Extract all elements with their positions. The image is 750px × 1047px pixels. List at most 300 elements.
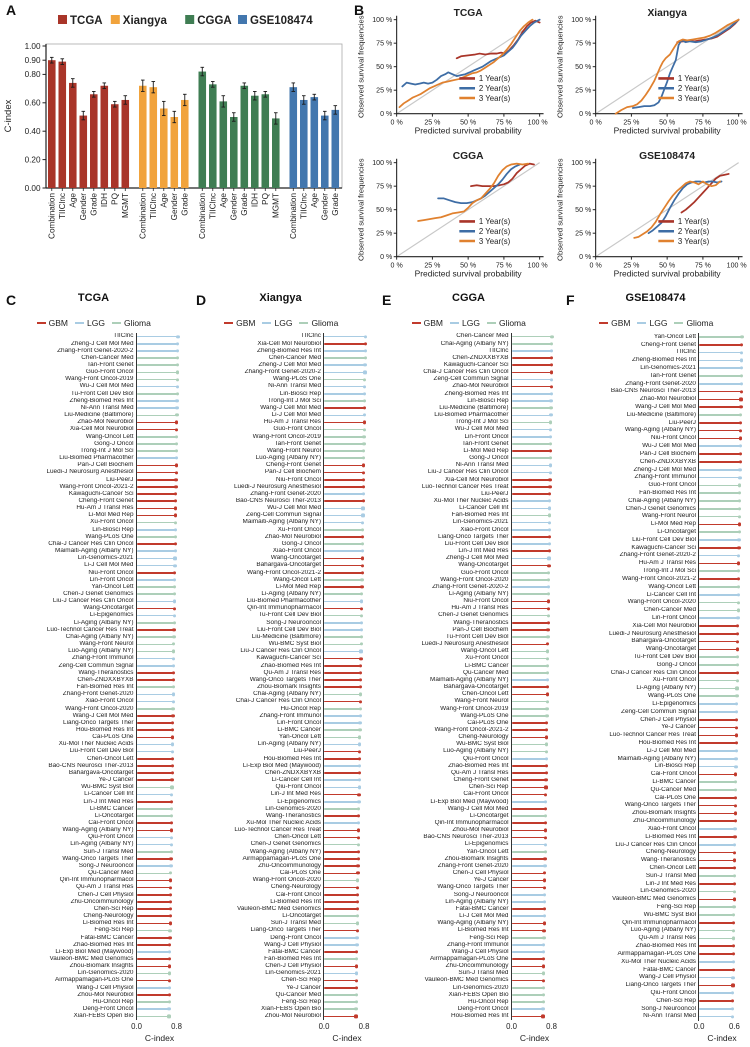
list-item	[2, 340, 183, 347]
lollipop-bar	[324, 679, 360, 681]
lollipop-bar	[699, 406, 741, 408]
y-axis-title: C-index	[3, 99, 14, 133]
bar-zone	[511, 798, 558, 805]
signature-label: Lin-Aging (Albany NY)	[70, 841, 134, 848]
lollipop-bar	[137, 407, 177, 409]
axis-spacer	[565, 1022, 700, 1032]
bar-zone	[323, 812, 370, 819]
signature-label: Chen-Oncol Lett	[461, 691, 509, 698]
lollipop-dot	[360, 643, 363, 646]
lollipop-bar	[324, 479, 363, 481]
signature-label: Feng-Sci Rep	[94, 927, 134, 934]
signature-label: Fatai-BMC Cancer	[455, 905, 509, 912]
lollipop-bar	[137, 858, 171, 860]
lollipop-bar	[324, 636, 361, 638]
lollipop-dot	[542, 950, 545, 953]
bar-zone	[136, 340, 183, 347]
lollipop-dot	[358, 736, 361, 739]
list-item	[377, 841, 558, 848]
x-axis-title: Predicted survival probability	[613, 125, 721, 136]
list-item	[565, 817, 746, 825]
lollipop-dot	[734, 788, 737, 791]
list-item	[565, 677, 746, 685]
lollipop-dot	[362, 492, 365, 495]
bar-zone	[511, 884, 558, 891]
lollipop-dot	[174, 528, 177, 531]
signature-label: Chen-J Cell Physiol	[265, 963, 321, 970]
bar-zone	[698, 349, 745, 357]
lollipop-bar	[324, 508, 363, 510]
bar-zone	[698, 981, 745, 989]
lollipop-bar	[324, 779, 359, 781]
bar-zone	[136, 383, 183, 390]
signature-label: Maimaiti-Aging (Albany NY)	[617, 755, 696, 762]
lollipop-bar	[512, 665, 548, 667]
bar-zone	[698, 708, 745, 716]
list-item	[190, 920, 371, 927]
lollipop-bar	[137, 801, 172, 803]
lollipop-dot	[168, 993, 171, 996]
list-item	[2, 397, 183, 404]
lollipop-bar	[699, 649, 737, 651]
bar-zone	[136, 519, 183, 526]
lollipop-dot	[362, 485, 365, 488]
list-item	[565, 763, 746, 771]
list-item	[2, 712, 183, 719]
signature-label: Li-Epigenomics	[464, 841, 509, 848]
list-item	[2, 591, 183, 598]
lollipop-bar	[512, 966, 544, 968]
list-item	[2, 512, 183, 519]
bar-zone	[136, 927, 183, 934]
bar-zone	[511, 662, 558, 669]
lollipop-dot	[357, 836, 360, 839]
list-item	[2, 583, 183, 590]
legend-label: 3 Year(s)	[677, 93, 710, 103]
lollipop-bar	[137, 601, 175, 603]
x-tick-label: 25 %	[424, 262, 441, 270]
bar-zone	[698, 958, 745, 966]
lollipop-bar	[137, 822, 172, 824]
lollipop-bar	[699, 992, 732, 994]
lollipop-dot	[359, 650, 362, 653]
lollipop-dot	[176, 335, 179, 338]
legend-swatch	[238, 15, 247, 24]
lollipop-dot	[739, 398, 742, 401]
signature-label: Tu-Front Cell Dev Biol	[633, 654, 696, 661]
list-item	[565, 419, 746, 427]
lollipop-bar	[699, 820, 735, 822]
legend-dash-icon	[637, 322, 646, 324]
signature-label: Qu-Am J Transl Res	[75, 884, 134, 891]
lollipop-dot	[171, 743, 174, 746]
lollipop-dot	[547, 578, 550, 581]
series-line	[681, 174, 728, 213]
lollipop-dot	[360, 621, 363, 624]
bar-zone	[323, 505, 370, 512]
bar-zone	[511, 533, 558, 540]
bar-zone	[511, 1013, 558, 1020]
bar-zone	[511, 805, 558, 812]
list-item	[2, 576, 183, 583]
signature-label: Qu-Cancer Med	[463, 669, 509, 676]
signature-rows	[2, 333, 183, 1020]
list-item	[190, 669, 371, 676]
list-item	[190, 498, 371, 505]
bar-zone	[323, 863, 370, 870]
lollipop-dot	[173, 607, 176, 610]
lollipop-bar	[324, 522, 362, 524]
signature-legend	[188, 317, 376, 329]
bar-zone	[136, 877, 183, 884]
signature-label: Sun-J Transl Med	[83, 848, 134, 855]
bar-zone	[136, 433, 183, 440]
list-item	[377, 455, 558, 462]
lollipop-dot	[546, 650, 549, 653]
y-tick-label: 50 %	[376, 64, 393, 72]
signature-label: Chen-J Genet Genomics	[438, 612, 509, 619]
signature-label: Xu-Mol Ther Nucleic Acids	[621, 958, 696, 965]
signature-panels	[0, 290, 750, 1047]
bar-zone	[136, 476, 183, 483]
lollipop-bar	[324, 944, 357, 946]
lollipop-dot	[356, 915, 359, 918]
signature-label: Li-J Cell Mol Med	[271, 412, 321, 419]
list-item	[190, 440, 371, 447]
list-item	[565, 856, 746, 864]
lollipop-bar	[699, 867, 734, 869]
bar-zone	[511, 469, 558, 476]
bar-zone	[511, 727, 558, 734]
lollipop-bar	[512, 372, 552, 374]
lollipop-bar	[512, 729, 547, 731]
legend-dash-icon	[412, 322, 421, 324]
lollipop-bar	[324, 357, 365, 359]
list-item	[565, 786, 746, 794]
lollipop-bar	[512, 901, 545, 903]
lollipop-dot	[550, 371, 553, 374]
list-item	[565, 880, 746, 888]
series-line	[402, 20, 539, 87]
signature-label: Li-Exp Biol Med (Maywood)	[242, 762, 321, 769]
list-item	[2, 362, 183, 369]
list-item	[377, 870, 558, 877]
list-item	[2, 612, 183, 619]
legend-dash-icon	[299, 322, 308, 324]
lollipop-dot	[356, 872, 359, 875]
lollipop-dot	[735, 703, 738, 706]
bar-zone	[323, 970, 370, 977]
signature-label: Li-Exp Biol Med (Maywood)	[55, 948, 134, 955]
lollipop-bar	[324, 465, 363, 467]
bar-zone	[698, 458, 745, 466]
x-tick-label: Age	[310, 193, 320, 208]
lollipop-bar	[137, 737, 173, 739]
legend-item	[37, 318, 68, 328]
list-item	[377, 820, 558, 827]
lollipop-dot	[732, 906, 735, 909]
list-item	[2, 698, 183, 705]
signature-label: Lin-Biosci Rep	[654, 763, 696, 770]
lollipop-bar	[137, 357, 178, 359]
bar-zone	[511, 641, 558, 648]
y-tick-label: 100 %	[571, 17, 592, 25]
list-item	[2, 433, 183, 440]
lollipop-dot	[358, 772, 361, 775]
bar	[150, 87, 158, 188]
signature-label: Chen-Cancer Med	[81, 354, 134, 361]
signature-label: Cai-PLoS One	[654, 794, 696, 801]
lollipop-dot	[544, 814, 547, 817]
legend-item	[637, 318, 667, 328]
x-tick-label: 100 %	[726, 119, 747, 127]
lollipop-bar	[512, 1001, 543, 1003]
list-item	[565, 505, 746, 513]
signature-label: Wang-J Cell Mol Med	[447, 805, 509, 812]
lollipop-dot	[356, 879, 359, 882]
lollipop-bar	[699, 1008, 732, 1010]
bar-zone	[511, 784, 558, 791]
signature-label: Li-BMC Cancer	[464, 662, 509, 669]
signature-label: Tu-Front Cell Dev Biol	[445, 633, 509, 640]
lollipop-bar	[512, 758, 546, 760]
legend-label: 2 Year(s)	[478, 226, 511, 236]
signature-label: Zhang-Front Immunol	[634, 474, 696, 481]
signature-label: Maimaiti-Aging (Albany NY)	[430, 676, 509, 683]
bar-zone	[698, 903, 745, 911]
signature-label: Li-BMC Cancer	[652, 779, 696, 786]
lollipop-dot	[546, 686, 549, 689]
lollipop-dot	[740, 367, 743, 370]
bar-zone	[511, 906, 558, 913]
lollipop-dot	[169, 872, 172, 875]
lollipop-bar	[137, 550, 175, 552]
bar-zone	[323, 426, 370, 433]
lollipop-dot	[738, 515, 741, 518]
signature-label: Fan-Biomed Res Int	[639, 489, 696, 496]
signature-label: Hu-Am J Transl Res	[263, 419, 321, 426]
list-item	[565, 606, 746, 614]
list-item	[565, 544, 746, 552]
bar-zone	[698, 513, 745, 521]
bar-zone	[511, 863, 558, 870]
signature-label: Tu-Front Cell Dev Biol	[70, 390, 134, 397]
lollipop-bar	[137, 558, 175, 560]
signature-label: Cai-PLoS One	[467, 719, 509, 726]
bar-zone	[511, 655, 558, 662]
x-tick-label: Combination	[47, 193, 57, 239]
signature-label: Xia-Cell Mol Neurobiol	[632, 622, 696, 629]
bar-zone	[511, 999, 558, 1006]
y-tick-label: 75 %	[376, 40, 393, 48]
signature-label: Lin-Front Oncol	[464, 433, 509, 440]
bar-zone	[511, 956, 558, 963]
bar-zone	[136, 791, 183, 798]
bar-zone	[323, 576, 370, 583]
bar-zone	[698, 856, 745, 864]
signature-label: Chai-Aging (Albany NY)	[628, 497, 696, 504]
lollipop-bar	[699, 344, 741, 346]
list-item	[377, 798, 558, 805]
signature-label: Vauleon-BMC Med Genomics	[424, 977, 509, 984]
signature-label: Guo-Front Oncol	[85, 369, 134, 376]
lollipop-dot	[176, 364, 179, 367]
lollipop-bar	[324, 758, 359, 760]
list-item	[190, 698, 371, 705]
lollipop-bar	[512, 951, 544, 953]
lollipop-bar	[512, 615, 548, 617]
bar-zone	[698, 630, 745, 638]
lollipop-bar	[512, 364, 552, 366]
legend-item	[674, 318, 713, 328]
lollipop-bar	[324, 694, 360, 696]
lollipop-bar	[512, 343, 552, 345]
list-item	[377, 677, 558, 684]
legend-label: 2 Year(s)	[478, 83, 511, 93]
signature-label: Wang-Front Oncol-2019	[440, 705, 509, 712]
list-item	[565, 536, 746, 544]
signature-label: Liu-PeerJ	[293, 748, 321, 755]
lollipop-dot	[738, 476, 741, 479]
lollipop-dot	[740, 351, 743, 354]
list-item	[2, 877, 183, 884]
legend-dash-icon	[262, 322, 271, 324]
legend-label: GBM	[236, 318, 256, 328]
list-item	[2, 784, 183, 791]
signature-label: Xu-Mol Ther Nucleic Acids	[58, 741, 134, 748]
lollipop-dot	[731, 984, 734, 987]
lollipop-bar	[699, 477, 740, 479]
axis-tick-zone	[693, 1022, 745, 1032]
lollipop-bar	[699, 563, 738, 565]
signature-label: Zeng-Cell Commun Signal	[433, 376, 509, 383]
lollipop-dot	[359, 714, 362, 717]
bar-zone	[323, 948, 370, 955]
list-item	[565, 513, 746, 521]
bar-zone	[323, 498, 370, 505]
signature-label: Vauleon-BMC Med Genomics	[236, 905, 321, 912]
lollipop-bar	[512, 601, 549, 603]
lollipop-dot	[545, 707, 548, 710]
lollipop-bar	[324, 958, 356, 960]
list-item	[2, 870, 183, 877]
signature-label: Niu-Front Oncol	[650, 435, 696, 442]
bar-zone	[698, 380, 745, 388]
lollipop-dot	[544, 836, 547, 839]
lollipop-dot	[170, 829, 173, 832]
bar-zone	[323, 598, 370, 605]
lollipop-dot	[541, 1015, 544, 1018]
lollipop-bar	[512, 865, 545, 867]
y-tick-label: 100 %	[571, 160, 592, 168]
bar-zone	[136, 390, 183, 397]
signature-label: Bahargava-Oncotarget	[631, 638, 696, 645]
legend-item	[224, 318, 255, 328]
signature-label: Hou-Biomed Res Int	[638, 739, 696, 746]
panel-d-title: Xiangya	[259, 292, 302, 304]
list-item	[565, 356, 746, 364]
lollipop-bar	[512, 994, 543, 996]
list-item	[377, 598, 558, 605]
signature-label: Bahargava-Oncotarget	[256, 562, 321, 569]
bar-zone	[511, 426, 558, 433]
signature-label: Liu-Front Cell Dev Biol	[257, 626, 321, 633]
lollipop-dot	[542, 1001, 545, 1004]
plot-title: CGGA	[452, 150, 484, 162]
bar-zone	[323, 548, 370, 555]
bar-zone	[511, 369, 558, 376]
signature-label: Wang-Aging (Albany NY)	[62, 827, 134, 834]
lollipop-bar	[512, 837, 545, 839]
list-item	[2, 820, 183, 827]
lollipop-dot	[548, 492, 551, 495]
lollipop-dot	[542, 958, 545, 961]
lollipop-bar	[137, 694, 173, 696]
signature-label: Wang-J Cell Mol Med	[260, 404, 321, 411]
list-item	[190, 841, 371, 848]
lollipop-dot	[359, 664, 362, 667]
list-item	[190, 533, 371, 540]
lollipop-dot	[361, 514, 364, 517]
bar-zone	[511, 440, 558, 447]
panel-e-letter: E	[382, 292, 392, 308]
bar-zone	[136, 419, 183, 426]
lollipop-dot	[356, 907, 359, 910]
lollipop-bar	[324, 543, 362, 545]
signature-label: TIIClnc	[675, 349, 696, 356]
list-item	[377, 834, 558, 841]
calibration-svg	[551, 147, 750, 290]
lollipop-dot	[363, 428, 366, 431]
lollipop-bar	[699, 555, 738, 557]
lollipop-bar	[137, 751, 173, 753]
signature-label: Zheng-J Cell Mol Med	[258, 362, 321, 368]
bar-zone	[698, 817, 745, 825]
signature-label: Liu-PeerJ	[481, 490, 509, 497]
lollipop-bar	[137, 915, 170, 917]
lollipop-bar	[137, 665, 174, 667]
list-item	[377, 863, 558, 870]
lollipop-bar	[137, 923, 170, 925]
lollipop-dot	[738, 499, 741, 502]
lollipop-dot	[171, 772, 174, 775]
bar-zone	[323, 648, 370, 655]
lollipop-dot	[169, 907, 172, 910]
legend-label: 1 Year(s)	[478, 74, 511, 84]
lollipop-dot	[739, 421, 742, 424]
lollipop-dot	[550, 378, 553, 381]
bar-zone	[511, 684, 558, 691]
signature-label: Zhao-Mol Neurobiol	[264, 533, 321, 540]
x-tick-label: 0.0	[318, 1022, 330, 1031]
list-item	[190, 490, 371, 497]
signature-label: Li-J Cell Mol Med	[646, 747, 696, 754]
lollipop-dot	[736, 617, 739, 620]
list-item	[377, 963, 558, 970]
list-item	[190, 541, 371, 548]
lollipop-bar	[137, 565, 175, 567]
bar-zone	[698, 575, 745, 583]
lollipop-bar	[699, 633, 737, 635]
lollipop-dot	[737, 554, 740, 557]
lollipop-dot	[542, 943, 545, 946]
list-item	[565, 966, 746, 974]
signature-label: Wang-J Cell Physiol	[639, 974, 696, 981]
list-item	[190, 684, 371, 691]
list-item	[2, 863, 183, 870]
bar-zone	[323, 390, 370, 397]
signature-label: Zheng-J Cell Mol Med	[633, 466, 696, 473]
